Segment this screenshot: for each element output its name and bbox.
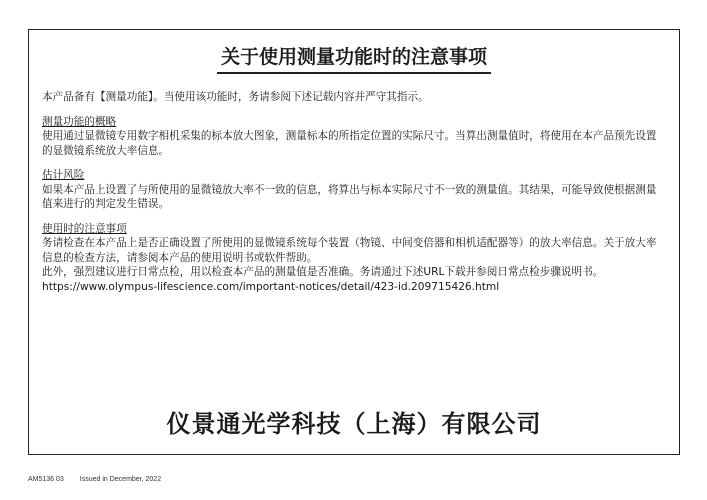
section-usage-precautions <box>42 222 665 295</box>
section-paragraph: 此外，强烈建议进行日常点检，用以检查本产品的测量值是否准确。务请通过下述URL下载并参阅日常点检步骤说明书。 <box>42 266 604 278</box>
notice-frame <box>28 29 680 455</box>
notice-body <box>42 90 665 304</box>
section-measurement-overview <box>42 115 665 159</box>
section-paragraph: 如果本产品上设置了与所使用的显微镜放大率不一致的信息，将算出与标本实际尺寸不一致的测量值。其结果，可能导致使根据测量值来进行的判定发生错误。 <box>42 183 657 210</box>
section-heading: 估计风险 <box>42 169 85 181</box>
notice-title <box>29 44 679 74</box>
company-name: 仪景通光学科技（上海）有限公司 <box>166 410 542 438</box>
issue-date: Issued in December, 2022 <box>79 476 162 483</box>
section-paragraph: 使用通过显微镜专用数字相机采集的标本放大图象，测量标本的所指定位置的实际尺寸。当算出测量值时，将使用在本产品预先设置的显微镜系统放大率信息。 <box>42 130 657 157</box>
section-heading: 使用时的注意事项 <box>42 222 127 235</box>
section-heading: 测量功能的概略 <box>42 115 117 128</box>
document-footer <box>28 476 175 483</box>
doc-code: AM5136 03 <box>28 476 64 483</box>
intro-paragraph: 本产品备有【测量功能】。当使用该功能时，务请参阅下述记载内容并严守其指示。 <box>42 91 429 103</box>
notice-title-text: 关于使用测量功能时的注意事项 <box>217 44 491 74</box>
section-paragraph: 务请检查在本产品上是否正确设置了所使用的显微镜系统每个装置（物镜、中间变倍器和相机适配器等）的放大率信息。关于放大率信息的检查方法，请参阅本产品的使用说明书或软件帮助。 <box>42 237 657 264</box>
manual-download-link[interactable]: https://www.olympus-lifescience.com/important-notices/detail/423-id.209715426.html <box>42 280 500 293</box>
section-estimated-risk <box>42 168 665 212</box>
